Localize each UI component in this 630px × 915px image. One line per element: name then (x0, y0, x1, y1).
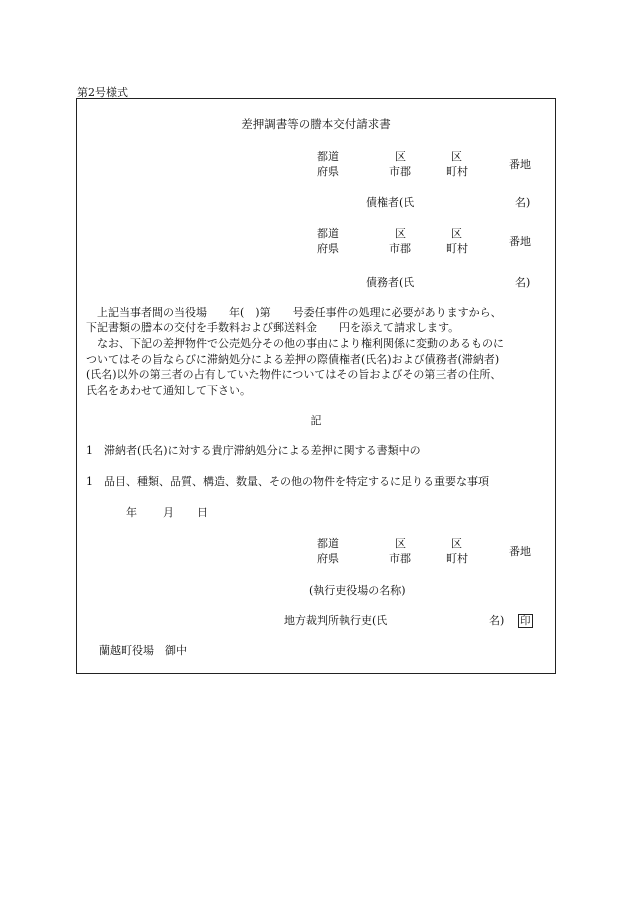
banchi-label: 番地 (509, 545, 531, 558)
banchi-label: 番地 (509, 158, 531, 171)
body-line-1: 上記当事者間の当役場 年( )第 号委任事件の処理に必要がありますから、 (97, 306, 502, 319)
shigun-label: 市郡 (389, 242, 411, 255)
ku-label: 区 (395, 150, 406, 163)
debtor-name-suffix: 名) (515, 276, 531, 289)
item-2: 1 品目、種類、品質、構造、数量、その他の物件を特定するに足りる重要な事項 (86, 475, 489, 488)
todofuken-label-2: 府県 (317, 242, 339, 255)
creditor-name-label: 債権者(氏 (366, 196, 415, 209)
body-line-2: 下記書類の謄本の交付を手数料および郵送料金 円を添えて請求します。 (86, 321, 460, 334)
officer-name-suffix: 名) (489, 614, 505, 627)
ku-label: 区 (395, 227, 406, 240)
date-month-label: 月 (163, 506, 174, 519)
todofuken-label-1: 都道 (317, 227, 339, 240)
seal-label: 印 (520, 615, 531, 627)
date-day-label: 日 (197, 506, 208, 519)
addressee: 蘭越町役場 御中 (99, 644, 187, 657)
seal-mark (518, 613, 533, 628)
office-name-label: (執行吏役場の名称) (309, 584, 406, 597)
body-line-6: 氏名をあわせて通知して下さい。 (86, 384, 251, 397)
address-block-debtor (77, 226, 557, 258)
choson-label: 町村 (446, 165, 468, 178)
shigun-label: 市郡 (389, 165, 411, 178)
body-line-3: なお、下記の差押物件で公売処分その他の事由により権利関係に変動のあるものに (97, 337, 504, 350)
shigun-label: 市郡 (389, 552, 411, 565)
date-year-label: 年 (126, 506, 137, 519)
form-number: 第2号様式 (77, 86, 128, 99)
address-block-creditor (77, 149, 557, 181)
request-form-frame (76, 98, 556, 674)
debtor-name-label: 債務者(氏 (366, 276, 415, 289)
officer-name-label: 地方裁判所執行吏(氏 (284, 614, 388, 627)
todofuken-label-1: 都道 (317, 150, 339, 163)
choson-label: 町村 (446, 552, 468, 565)
banchi-label: 番地 (509, 235, 531, 248)
body-line-5: (氏名)以外の第三者の占有していた物件についてはその旨およびその第三者の住所、 (86, 368, 502, 381)
todofuken-label-2: 府県 (317, 552, 339, 565)
choson-label: 町村 (446, 242, 468, 255)
ku-label: 区 (395, 537, 406, 550)
address-block-officer (77, 536, 557, 568)
todofuken-label-1: 都道 (317, 537, 339, 550)
body-line-4: ついてはその旨ならびに滞納処分による差押の際債権者(氏名)および債務者(滞納者) (86, 353, 500, 366)
ku-label-2: 区 (451, 227, 462, 240)
todofuken-label-2: 府県 (317, 165, 339, 178)
item-1: 1 滞納者(氏名)に対する貴庁滞納処分による差押に関する書類中の (86, 444, 421, 457)
ki-heading: 記 (310, 414, 322, 427)
ku-label-2: 区 (451, 537, 462, 550)
document-title: 差押調書等の謄本交付請求書 (241, 117, 391, 131)
ku-label-2: 区 (451, 150, 462, 163)
creditor-name-suffix: 名) (515, 196, 531, 209)
